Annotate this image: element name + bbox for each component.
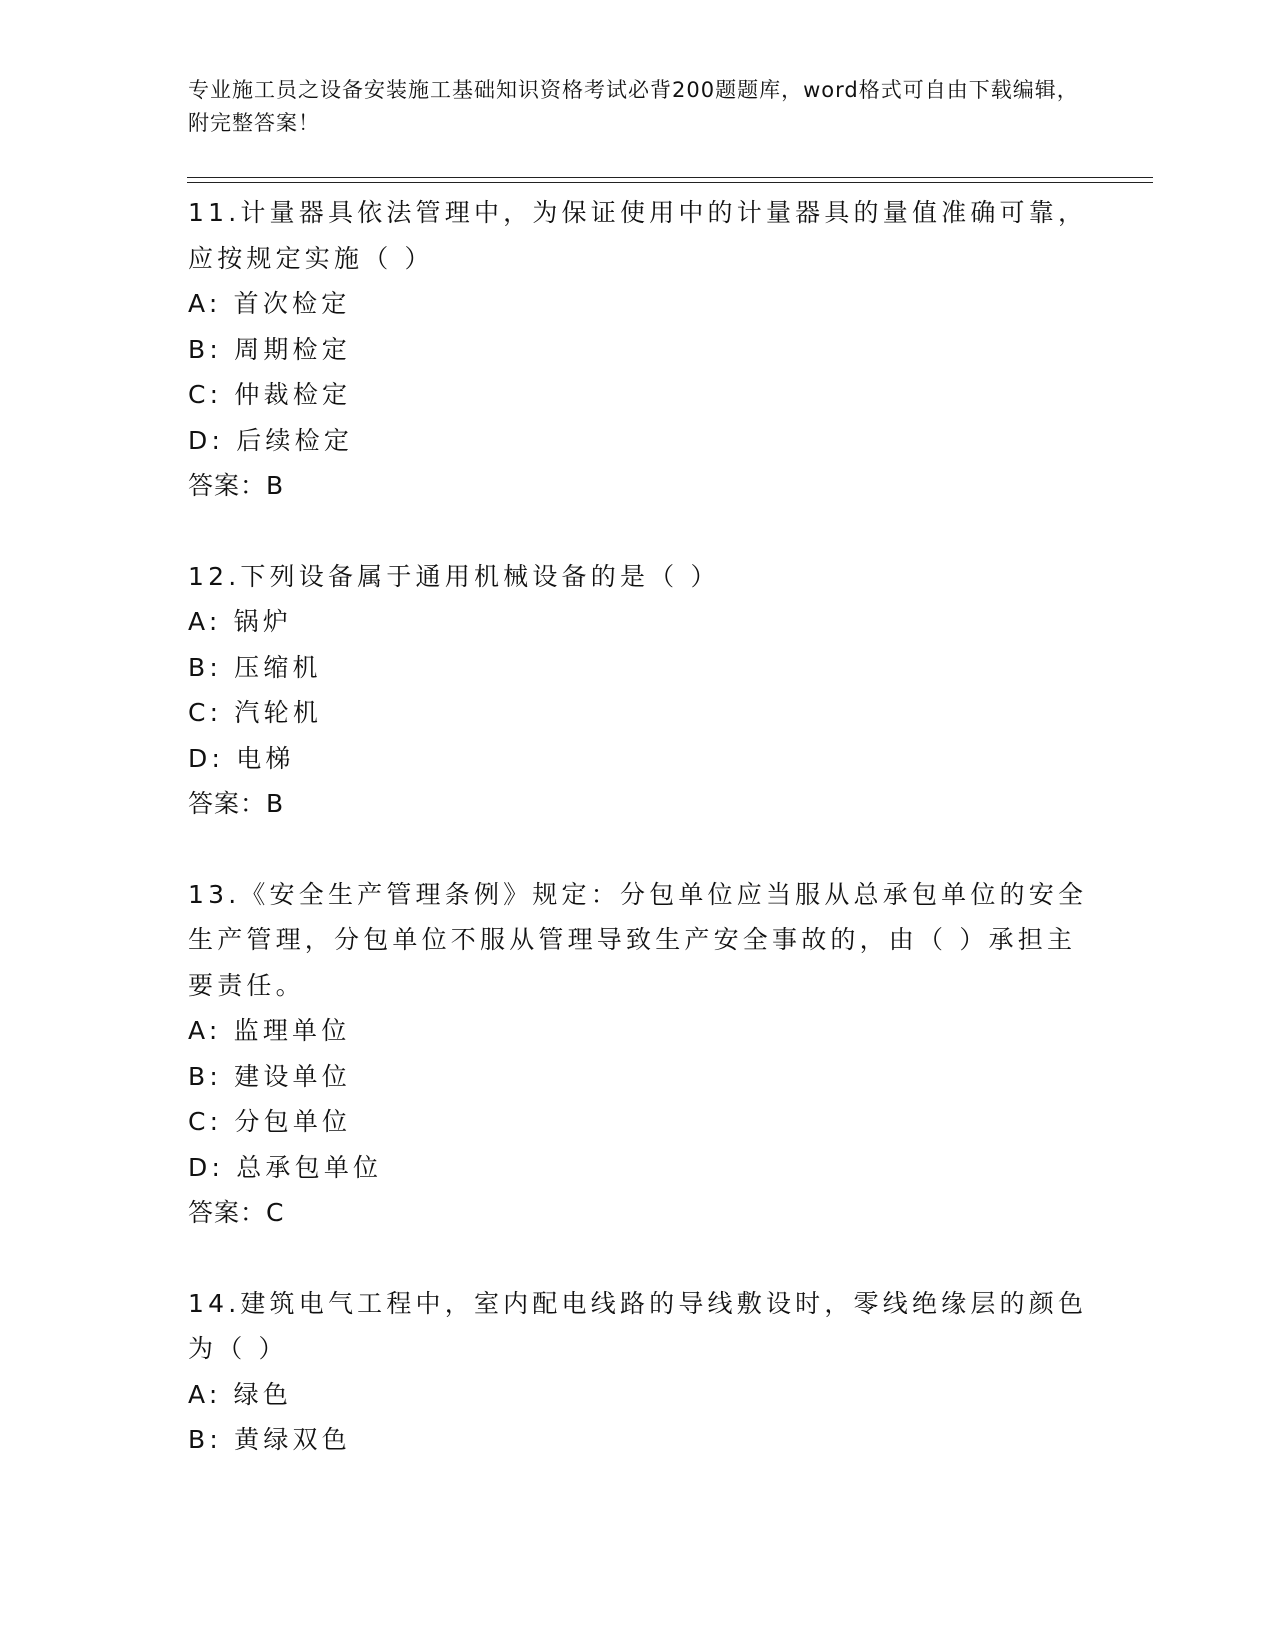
question-stem: 11.计量器具依法管理中，为保证使用中的计量器具的量值准确可靠，应按规定实施（ ） xyxy=(188,198,1088,273)
question-stem: 12.下列设备属于通用机械设备的是（ ） xyxy=(188,561,720,591)
header-rule-top xyxy=(187,177,1153,178)
answer-label: 答案：C xyxy=(188,1198,285,1227)
option-c: C: 汽轮机 xyxy=(188,698,323,727)
option-b: B: 建设单位 xyxy=(188,1061,351,1091)
answer-label: 答案：B xyxy=(188,471,285,500)
question-12 xyxy=(188,554,1088,827)
option-c: C: 仲裁检定 xyxy=(188,380,352,409)
option-a: A: 锅炉 xyxy=(188,607,293,636)
option-a: A: 监理单位 xyxy=(188,1016,351,1045)
option-d: D: 总承包单位 xyxy=(188,1152,383,1182)
question-stem: 14.建筑电气工程中，室内配电线路的导线敷设时，零线绝缘层的颜色为（ ） xyxy=(188,1288,1088,1363)
option-d: D: 电梯 xyxy=(188,743,295,773)
answer-label: 答案：B xyxy=(188,789,285,818)
option-b: B: 周期检定 xyxy=(188,334,351,364)
question-13 xyxy=(188,872,1088,1236)
question-11 xyxy=(188,190,1088,509)
header-rule-bottom xyxy=(187,182,1153,183)
question-list xyxy=(188,190,1088,1508)
option-b: B: 压缩机 xyxy=(188,652,322,682)
question-14 xyxy=(188,1281,1088,1463)
option-c: C: 分包单位 xyxy=(188,1107,352,1136)
question-stem: 13.《安全生产管理条例》规定：分包单位应当服从总承包单位的安全生产管理，分包单位不服从管理导致生产安全事故的，由（ ）承担主要责任。 xyxy=(188,879,1088,1000)
option-a: A: 首次检定 xyxy=(188,289,351,318)
document-header: 专业施工员之设备安装施工基础知识资格考试必背200题题库，word格式可自由下载编辑，附完整答案！ xyxy=(188,78,1079,135)
option-b: B: 黄绿双色 xyxy=(188,1425,351,1454)
option-a: A: 绿色 xyxy=(188,1379,293,1409)
option-d: D: 后续检定 xyxy=(188,425,354,455)
